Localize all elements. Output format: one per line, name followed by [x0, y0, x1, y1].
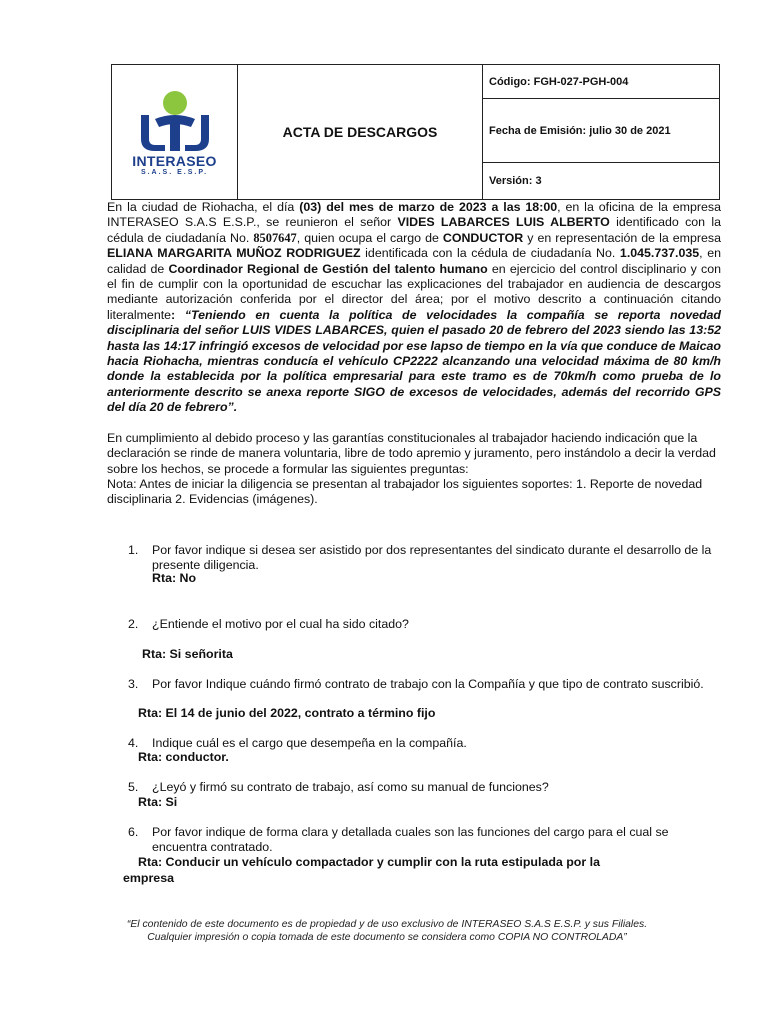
worker-id: 8507647 — [253, 230, 297, 245]
question-text: Por favor indique si desea ser asistido por dos representantes del sindicato durante el desarrollo de la presente diligencia. — [152, 543, 712, 572]
answer-3: Rta: El 14 de junio del 2022, contrato a término fijo — [138, 706, 436, 720]
representative-role: Coordinador Regional de Gestión del talento humano — [168, 261, 488, 276]
question-2 — [107, 617, 721, 632]
question-text: Indique cuál es el cargo que desempeña en la compañía. — [152, 736, 467, 750]
intro-text: y en representación de la empresa — [523, 230, 721, 245]
emission-date: Fecha de Emisión: julio 30 de 2021 — [483, 99, 719, 163]
document-version: Versión: 3 — [489, 175, 542, 187]
interaseo-logo-icon — [135, 89, 215, 151]
question-number: 3. — [128, 677, 139, 691]
note-paragraph: Nota: Antes de iniciar la diligencia se presentan al trabajador los siguientes soportes: 1. Reporte de novedad disciplinaria 2. Evidencias (imágenes). — [107, 476, 703, 507]
logo — [112, 65, 238, 199]
intro-text: identificado con la cédula de ciudadanía No. — [107, 215, 722, 245]
intro-colon: : — [171, 307, 176, 322]
question-number: 2. — [128, 617, 139, 631]
question-number: 5. — [128, 780, 139, 794]
incident-quote: “Teniendo en cuenta la política de velocidades la compañía se reporta novedad disciplinaria del señor LUIS VIDES LABARCES, quien el pasado 20 de febrero del 2023 siendo las 13:52 hasta las 14:17 infringió excesos de velocidad por ese lapso de tiempo en la vía que conduce de Maicao hacia Riohacha, mientras conducía el vehículo CP2222 alcanzando una velocidad máxima de 80 km/h donde la establecida por la política empresarial para este tramo es de 70km/h como prueba de lo anteriormente descrito se anexa reporte SIGO de excesos de velocidades, además del recorrido GPS del día 20 de febrero”. — [107, 307, 722, 415]
question-4 — [107, 736, 721, 751]
intro-text: , en calidad de — [107, 246, 721, 276]
question-number: 4. — [128, 736, 139, 750]
document-body — [107, 200, 721, 508]
question-6 — [107, 825, 721, 854]
question-3 — [107, 677, 721, 692]
answer-6: Rta: Conducir un vehículo compactador y cumplir con la ruta estipulada por la empresa — [123, 855, 600, 885]
intro-text: , quien ocupa el cargo de — [296, 230, 443, 245]
intro-paragraph — [107, 200, 721, 416]
representative-name: ELIANA MARGARITA MUÑOZ RODRIGUEZ — [107, 246, 361, 261]
logo-subtitle: S.A.S. E.S.P. — [140, 168, 209, 176]
question-text: Por favor indique de forma clara y detallada cuales son las funciones del cargo para el cual se encuentra contratado. — [152, 825, 669, 854]
representative-id: 1.045.737.035 — [619, 246, 700, 261]
question-5 — [107, 780, 721, 795]
answer-1: Rta: No — [152, 571, 197, 585]
worker-role: CONDUCTOR — [442, 230, 524, 245]
logo-name: INTERASEO — [132, 152, 217, 169]
answer-2: Rta: Si señorita — [142, 647, 233, 661]
question-number: 6. — [128, 825, 139, 839]
document-meta — [483, 65, 719, 199]
worker-name: VIDES LABARCES LUIS ALBERTO — [397, 215, 610, 230]
answer-5: Rta: Si — [138, 795, 178, 809]
document-title: ACTA DE DESCARGOS — [238, 65, 483, 199]
question-number: 1. — [128, 543, 139, 557]
footer-disclaimer: “El contenido de este documento es de propiedad y de uso exclusivo de INTERASEO S.A.S E.S.P. y sus Filiales. Cualquier impresión o copia tomada de este documento se considera como COPIA NO CONTROLADA” — [126, 919, 648, 943]
meeting-date: (03) del mes de marzo de 2023 a las 18:00 — [299, 200, 558, 214]
question-1 — [107, 543, 721, 572]
due-process-paragraph: En cumplimiento al debido proceso y las garantías constitucionales al trabajador haciendo indicación que la declaración se rinde de manera voluntaria, libre de todo apremio y juramento, pero instándolo a decir la verdad sobre los hechos, se procede a formular las siguientes preguntas: — [107, 430, 716, 476]
intro-text: en ejercicio del control disciplinario y con el fin de cumplir con la oportunidad de escuchar las explicaciones del trabajador en audiencia de descargos mediante autorización conferida por el director del área; por el motivo descrito a continuación citando literalmente — [107, 261, 721, 322]
intro-text: identificada con la cédula de ciudadanía No. — [360, 246, 620, 261]
intro-text: En la ciudad de Riohacha, el día — [107, 200, 300, 214]
document-code: Código: FGH-027-PGH-004 — [483, 65, 719, 99]
question-text: ¿Leyó y firmó su contrato de trabajo, así como su manual de funciones? — [152, 780, 549, 794]
intro-text: , en la oficina de la empresa INTERASEO S.A.S E.S.P., se reunieron el señor — [107, 200, 721, 230]
answer-4: Rta: conductor. — [138, 750, 229, 764]
question-text: Por favor Indique cuándo firmó contrato de trabajo con la Compañía y que tipo de contrato suscribió. — [152, 677, 704, 691]
question-text: ¿Entiende el motivo por el cual ha sido citado? — [152, 617, 409, 631]
document-header — [111, 64, 720, 200]
